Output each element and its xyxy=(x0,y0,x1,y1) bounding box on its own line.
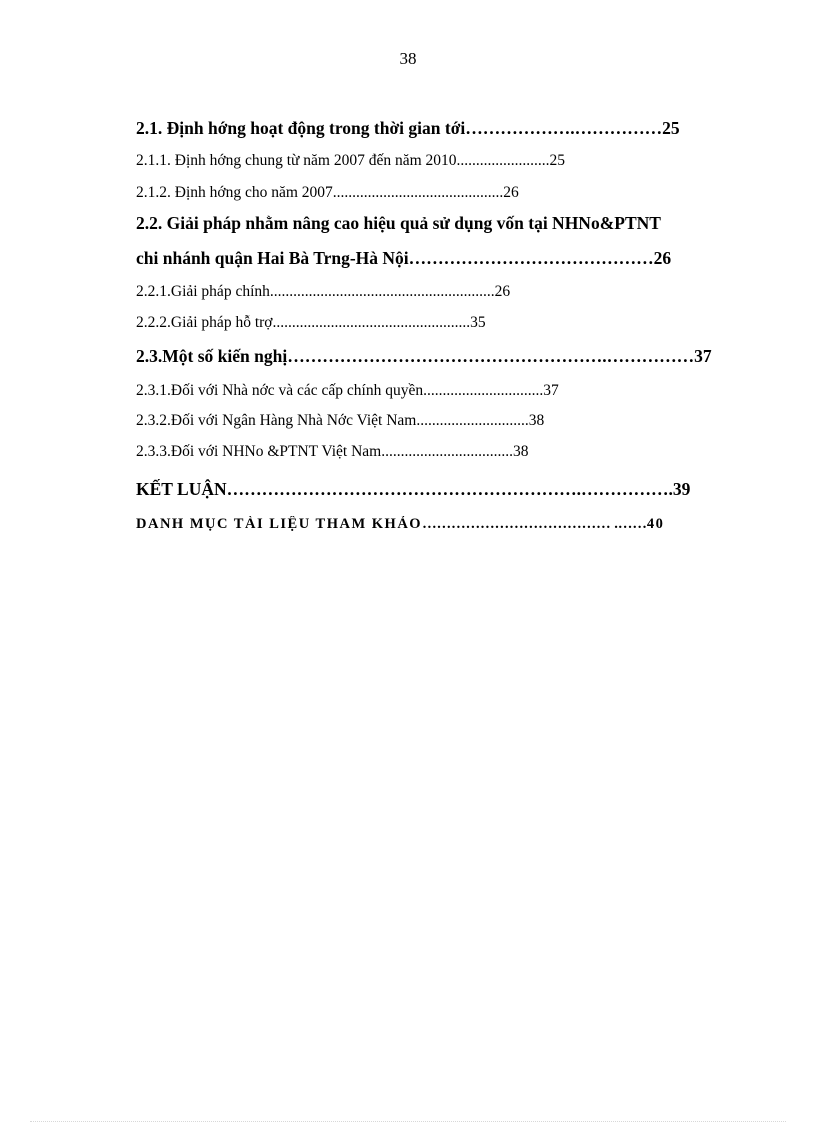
toc-leader-dots: .......................................................... xyxy=(269,283,495,300)
toc-page-number: 26 xyxy=(494,283,511,300)
toc-page-number: 25 xyxy=(549,152,566,169)
toc-entry-2-2[interactable] xyxy=(136,213,661,234)
toc-leader-dots: ........................ xyxy=(456,152,550,169)
toc-entry-title: 2.2. Giải pháp nhằm nâng cao hiệu quả sử dụng vốn tại NHNo&PTNT xyxy=(136,213,661,233)
toc-leader-dots: ……………….…………… xyxy=(465,118,663,138)
toc-entry-2-2-2[interactable] xyxy=(136,314,486,332)
toc-entry-title: 2.2.2.Giải pháp hỗ trợ xyxy=(136,314,273,331)
toc-entry-title: DANH MỤC TÀI LIỆU THAM KHẢO xyxy=(136,516,423,532)
toc-entry-2-3-1[interactable] xyxy=(136,382,559,400)
toc-leader-dots: ………………………………… .…… xyxy=(422,516,647,532)
toc-page-number: 35 xyxy=(470,314,486,331)
toc-leader-dots: ............................. xyxy=(416,412,529,429)
footer-divider xyxy=(30,1121,786,1122)
toc-page-number: 40 xyxy=(646,516,665,532)
toc-page-number: 37 xyxy=(694,346,712,366)
toc-page-number: 26 xyxy=(503,184,519,201)
toc-entry-title: 2.3.Một số kiến nghị xyxy=(136,346,288,366)
toc-entry-2-3-2[interactable] xyxy=(136,412,544,430)
page-number: 38 xyxy=(399,49,417,68)
toc-entry-references[interactable] xyxy=(136,516,664,533)
toc-leader-dots: ................................................... xyxy=(272,314,471,331)
toc-entry-title: 2.2.1.Giải pháp chính xyxy=(136,283,270,300)
toc-page-number: 26 xyxy=(653,248,672,268)
toc-entry-title: 2.1. Định hớng hoạt động trong thời gian tới xyxy=(136,118,466,138)
toc-entry-title: 2.1.1. Định hớng chung từ năm 2007 đến năm 2010 xyxy=(136,152,457,169)
toc-entry-2-1-2[interactable] xyxy=(136,184,519,202)
toc-entry-title: KẾT LUẬN xyxy=(136,479,227,499)
toc-entry-2-3[interactable] xyxy=(136,346,712,367)
toc-entry-2-1-1[interactable] xyxy=(136,152,565,170)
toc-leader-dots: ............................... xyxy=(423,382,544,399)
toc-entry-2-2-1[interactable] xyxy=(136,283,510,301)
toc-leader-dots: ……………………………………………….…………… xyxy=(287,346,695,366)
toc-leader-dots: …………………………………………………….……………. xyxy=(226,479,673,499)
toc-page-number: 37 xyxy=(543,382,559,399)
toc-entry-title: 2.3.2.Đối với Ngân Hàng Nhà Nớc Việt Nam xyxy=(136,412,417,429)
toc-page-number: 38 xyxy=(512,443,529,460)
toc-entry-2-2-cont[interactable] xyxy=(136,248,671,269)
toc-entry-conclusion[interactable] xyxy=(136,479,690,500)
toc-entry-title: 2.3.1.Đối với Nhà nớc và các cấp chính quyền xyxy=(136,382,424,399)
toc-page-number: 39 xyxy=(672,479,691,499)
toc-page-number: 38 xyxy=(528,412,545,429)
toc-leader-dots: …………………………………… xyxy=(408,248,654,268)
toc-entry-2-1[interactable] xyxy=(136,118,680,139)
toc-leader-dots: ............................................ xyxy=(332,184,504,201)
toc-page-number: 25 xyxy=(662,118,680,138)
toc-entry-title: chi nhánh quận Hai Bà Trng-Hà Nội xyxy=(136,248,409,268)
toc-entry-2-3-3[interactable] xyxy=(136,443,528,461)
toc-entry-title: 2.3.3.Đối với NHNo &PTNT Việt Nam xyxy=(136,443,382,460)
toc-leader-dots: .................................. xyxy=(381,443,513,460)
toc-entry-title: 2.1.2. Định hớng cho năm 2007 xyxy=(136,184,333,201)
